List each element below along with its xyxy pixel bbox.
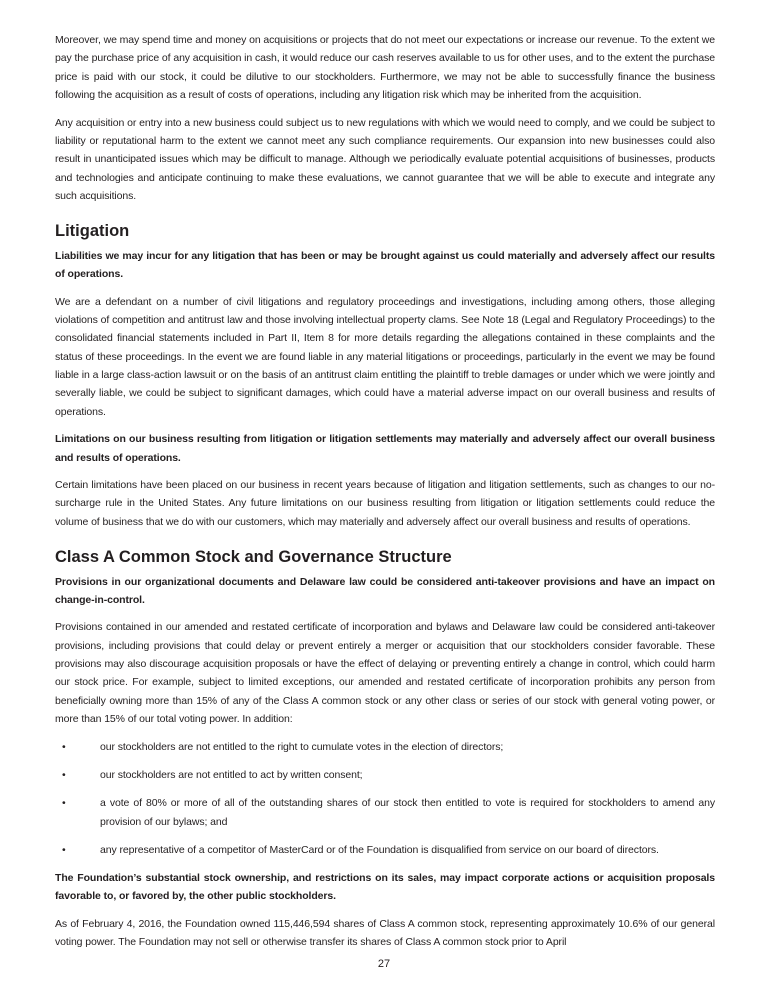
paragraph: Certain limitations have been placed on our business in recent years because of litigation and litigation settlements, such as changes to our no-surcharge rule in the United States. Any future limitations on our business resulting from litigation or litigation settlements could reduce the volume of business that we do with our customers, which may materially and adversely affect our overall business and results of operations. <box>55 478 715 528</box>
list-item <box>55 766 715 784</box>
list-item <box>55 841 715 859</box>
paragraph: Any acquisition or entry into a new business could subject us to new regulations with which we would need to comply, and we could be subject to liability or reputational harm to the extent we cannot meet any such compliance requirements. Our expansion into new businesses could also result in unanticipated issues which may be difficult to manage. Although we periodically evaluate potential acquisitions of businesses, products and technologies and anticipate continuing to make these evaluations, we cannot guarantee that we will be able to execute and integrate any such acquisitions. <box>55 116 715 202</box>
bullet-icon: • <box>62 740 66 753</box>
bullet-list <box>55 738 715 859</box>
list-item-text: any representative of a competitor of MasterCard or of the Foundation is disqualified from service on our board of directors. <box>100 843 659 856</box>
list-item <box>55 738 715 756</box>
list-item <box>55 794 715 831</box>
risk-title: Provisions in our organizational documents and Delaware law could be considered anti-takeover provisions and have an impact on change-in-control. <box>55 575 715 607</box>
section-heading-governance: Class A Common Stock and Governance Structure <box>55 547 452 566</box>
list-item-text: a vote of 80% or more of all of the outstanding shares of our stock then entitled to vote is required for stockholders to amend any provision of our bylaws; and <box>100 797 715 828</box>
risk-title: The Foundation’s substantial stock ownership, and restrictions on its sales, may impact corporate actions or acquisition proposals favorable to, or favored by, the other public stockholders. <box>55 872 715 903</box>
paragraph: We are a defendant on a number of civil litigations and regulatory proceedings and investigations, including among others, those alleging violations of competition and antitrust law and those involving intellectual property clams. See Note 18 (Legal and Regulatory Proceedings) to the consolidated financial statements included in Part II, Item 8 for more details regarding the allegations contained in these complaints and the status of these proceedings. In the event we are found liable in any material litigations or proceedings, particularly in the event we may be found liable in a large class-action lawsuit or on the basis of an antitrust claim entitling the plaintiff to treble damages or under which we were jointly and severally liable, we could be subject to significant damages, which could have a material adverse impact on our overall business and results of operations. <box>55 295 715 418</box>
paragraph: As of February 4, 2016, the Foundation owned 115,446,594 shares of Class A common stock, representing approximately 10.6% of our general voting power. The Foundation may not sell or otherwise transfer its shares of Class A common stock prior to April <box>55 917 715 949</box>
section-heading-litigation: Litigation <box>55 222 130 241</box>
bullet-icon: • <box>62 843 66 856</box>
paragraph: Provisions contained in our amended and restated certificate of incorporation and bylaws and Delaware law could be considered anti-takeover provisions, including provisions that could delay or prevent entirely a merger or acquisition that our stockholders consider favorable. These provisions may also discourage acquisition proposals or have the effect of delaying or preventing entirely a change in control, which could harm our stock price. For example, subject to limited exceptions, our amended and restated certificate of incorporation prohibits any person from beneficially owning more than 15% of any of the Class A common stock or any other class or series of our stock with general voting power, or more than 15% of our total voting power. In addition: <box>55 621 715 725</box>
list-item-text: our stockholders are not entitled to act by written consent; <box>100 769 363 781</box>
page-number: 27 <box>377 958 391 970</box>
paragraph: Moreover, we may spend time and money on acquisitions or projects that do not meet our expectations or increase our revenue. To the extent we pay the purchase price of any acquisition in cash, it would reduce our cash reserves available to us for other uses, and to the extent the purchase price is paid with our stock, it could be dilutive to our stockholders. Furthermore, we may not be able to successfully finance the business following the acquisition as a result of costs of operations, including any litigation risk which may be inherited from the acquisition. <box>55 34 715 101</box>
risk-title: Limitations on our business resulting from litigation or litigation settlements may materially and adversely affect our overall business and results of operations. <box>55 433 715 464</box>
bullet-icon: • <box>62 797 66 810</box>
list-item-text: our stockholders are not entitled to the right to cumulate votes in the election of directors; <box>100 740 504 753</box>
bullet-icon: • <box>62 769 66 781</box>
risk-title: Liabilities we may incur for any litigation that has been or may be brought against us could materially and adversely affect our results of operations. <box>55 250 715 281</box>
document-page <box>55 31 715 961</box>
